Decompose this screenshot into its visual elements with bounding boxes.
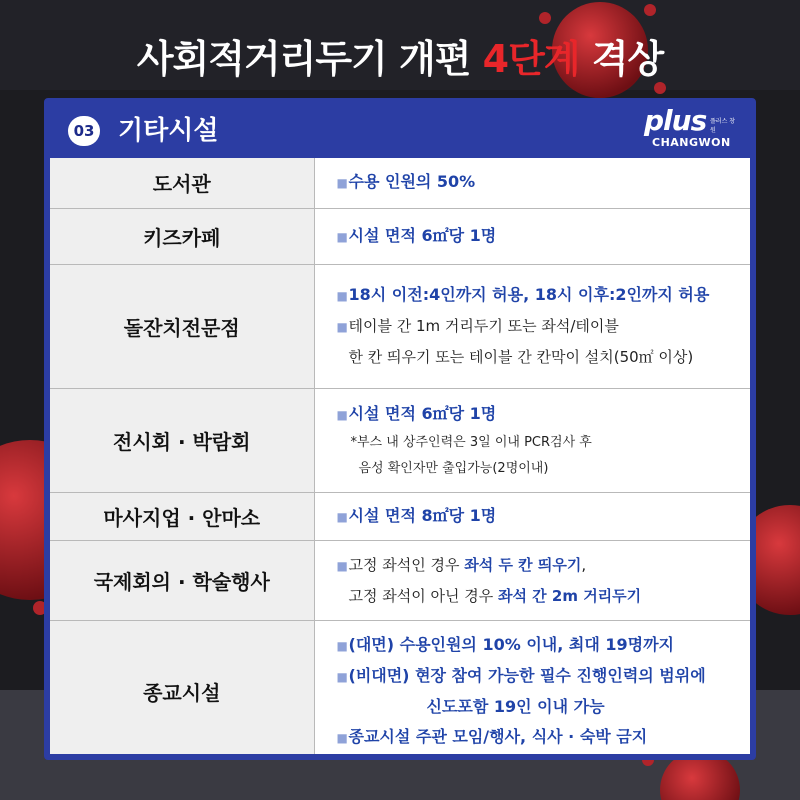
logo-small-text: 플러스 창원 [710,118,736,134]
card-title: 기타시설 [118,116,219,146]
facility-name: 국제회의 · 학술행사 [50,540,314,620]
rule-text: 시설 면적 6㎡당 1명 [348,225,497,245]
rule-text: 신도포함 19인 이내 가능 [426,696,605,716]
rule-text: 종교시설 주관 모임/행사, 식사 · 숙박 금지 [348,726,648,746]
bullet-icon: ■ [336,320,348,334]
table-row [50,540,750,620]
headline-part1: 사회적거리두기 개편 [136,37,483,81]
facility-name: 전시회 · 박람회 [50,388,314,492]
rule-note: *부스 내 상주인력은 3일 이내 PCR검사 후 [350,434,592,450]
facility-card [44,98,756,760]
bullet-icon: ■ [336,407,348,422]
table-row [50,388,750,492]
rule-text: 한 칸 띄우기 또는 테이블 간 칸막이 설치(50㎡ 이상) [348,348,694,366]
facility-rules [314,492,750,540]
table-row [50,264,750,388]
facility-rules [314,620,750,760]
plus-changwon-logo [644,104,740,152]
bullet-icon: ■ [336,289,348,303]
rule-highlight: 좌석 두 칸 띄우기 [464,555,582,574]
facility-rules [314,540,750,620]
facility-name: 마사지업 · 안마소 [50,492,314,540]
rule-text: 시설 면적 6㎡당 1명 [348,403,497,423]
facility-rules [314,158,750,208]
rule-text: 18시 이전:4인까지 허용, 18시 이후:2인까지 허용 [348,285,710,304]
rule-text: (비대면) 현장 참여 가능한 필수 진행인력의 범위에 [348,665,706,685]
rule-text: , [581,555,587,574]
headline-highlight: 4단계 [482,37,580,81]
table-row [50,620,750,760]
table-row [50,492,750,540]
facility-rules [314,208,750,264]
bullet-icon: ■ [336,509,348,524]
rules-table [50,158,750,760]
table-row [50,158,750,208]
rule-note: 음성 확인자만 출입가능(2명이내) [358,460,549,476]
table-row [50,208,750,264]
bullet-icon: ■ [336,638,348,653]
page-headline [0,28,800,81]
card-header [50,104,750,158]
headline-part2: 격상 [579,37,664,81]
section-number-badge: 03 [68,116,100,146]
facility-rules [314,264,750,388]
bullet-icon: ■ [336,176,348,191]
bullet-icon: ■ [336,229,348,244]
bullet-icon: ■ [336,730,348,745]
facility-name: 돌잔치전문점 [50,264,314,388]
rule-text: 고정 좌석인 경우 [348,555,465,574]
bullet-icon: ■ [336,669,348,684]
facility-name: 종교시설 [50,620,314,760]
logo-main-text: plus [644,104,707,137]
rule-text: 고정 좌석이 아닌 경우 [348,586,498,605]
facility-name: 도서관 [50,158,314,208]
logo-sub-text: CHANGWON [652,136,731,149]
bullet-icon: ■ [336,558,348,573]
rule-text: (대면) 수용인원의 10% 이내, 최대 19명까지 [348,634,675,654]
facility-rules [314,388,750,492]
rule-highlight: 좌석 간 2m 거리두기 [497,586,642,605]
facility-name: 키즈카페 [50,208,314,264]
rule-text: 테이블 간 1m 거리두기 또는 좌석/테이블 [348,317,619,335]
rule-text: 수용 인원의 50% [348,172,476,192]
rule-text: 시설 면적 8㎡당 1명 [348,505,497,525]
